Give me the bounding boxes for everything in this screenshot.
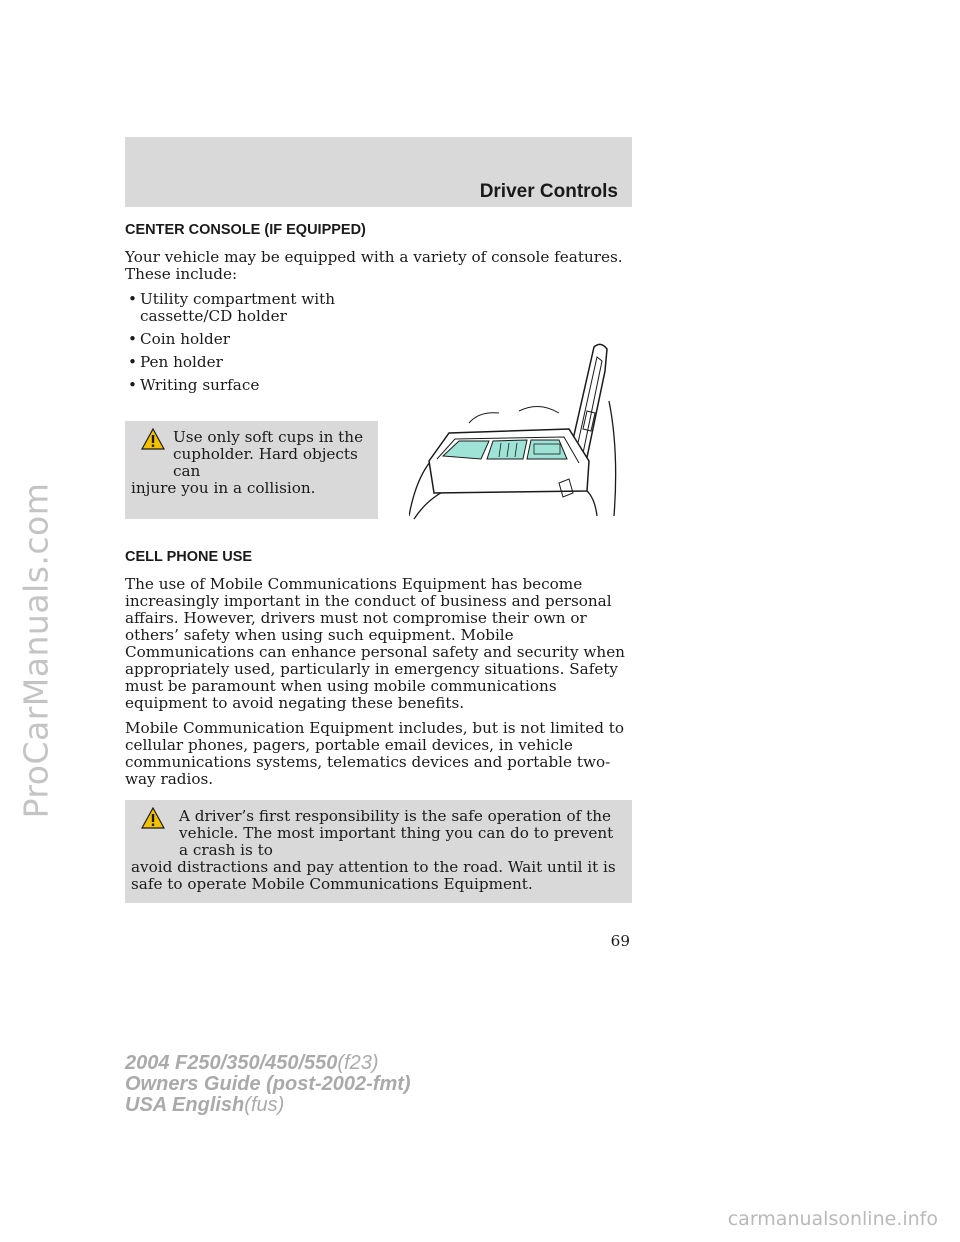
list-item: • Writing surface <box>128 376 260 394</box>
list-item: • Utility compartment with cassette/CD holder <box>128 290 336 325</box>
console-heading: CENTER CONSOLE (IF EQUIPPED) <box>125 222 366 238</box>
warning-triangle-icon <box>141 428 165 450</box>
watermark-text: ProCarManuals.com <box>16 482 56 818</box>
cell-phone-paragraph-2: Mobile Communication Equipment includes, but is not limited to cellular phones, pagers, portable email devices, in vehicle communications systems, telematics devices and portable two-way radios. <box>125 719 625 788</box>
driver-responsibility-warning-box <box>125 800 632 903</box>
cupholder-warning-box <box>125 421 378 519</box>
cell-phone-paragraph-1: The use of Mobile Communications Equipment has become increasingly important in the conduct of business and personal affairs. However, drivers must not compromise their own or others’ safety when using such equipment. Mobile Communications can enhance personal safety and security when appropriately used, particularly in emergency situations. Safety must be paramount when using mobile communications equipment to avoid negating these benefits. <box>125 575 625 712</box>
list-item: • Pen holder <box>128 353 223 371</box>
footer-line-3: USA English(fus) <box>125 1094 285 1116</box>
warning-rest-text: avoid distractions and pay attention to the road. Wait until it is safe to operate Mobile Communications Equipment. <box>131 858 616 893</box>
warning-triangle-icon <box>141 807 165 829</box>
console-section <box>125 291 632 531</box>
section-header-band <box>125 137 632 207</box>
side-watermark <box>6 300 66 1000</box>
console-intro: Your vehicle may be equipped with a variety of console features. These include: <box>125 248 623 283</box>
list-item: • Coin holder <box>128 330 230 348</box>
page-content <box>125 222 632 903</box>
document-footer <box>125 1053 411 1116</box>
console-feature-list <box>125 291 365 394</box>
cell-phone-heading: CELL PHONE USE <box>125 549 253 565</box>
cupholder-warning-text: Use only soft cups in the cupholder. Hard objects can injure you in a collision. <box>131 428 364 497</box>
footer-line-1: 2004 F250/350/450/550(f23) <box>125 1052 379 1074</box>
footer-line-2: Owners Guide (post-2002-fmt) <box>125 1073 411 1095</box>
center-console-illustration <box>409 341 619 521</box>
section-title: Driver Controls <box>479 181 618 202</box>
warning-lead-text: A driver’s first responsibility is the safe operation of the vehicle. The most important thing you can do to prevent a crash is to <box>179 807 614 859</box>
page-number: 69 <box>610 932 630 950</box>
site-watermark: carmanualsonline.info <box>727 1208 938 1230</box>
